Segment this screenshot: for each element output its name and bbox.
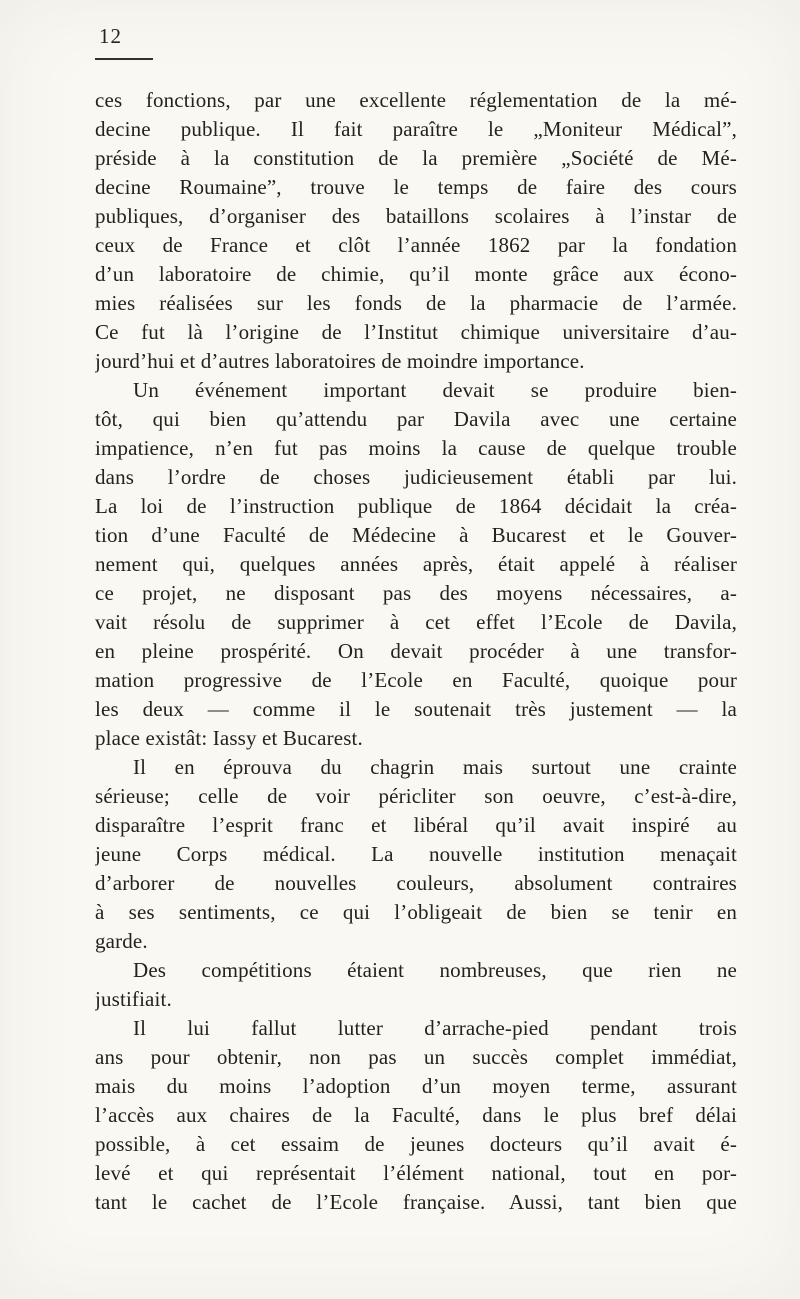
text-line: l’accès aux chaires de la Faculté, dans le plus bref délai [95, 1103, 737, 1127]
text-line: justifiait. [95, 987, 172, 1011]
text-line: La loi de l’instruction publique de 1864 décidait la créa- [95, 494, 737, 518]
text-line: mais du moins l’adoption d’un moyen terme, assurant [95, 1074, 737, 1098]
text-line: dans l’ordre de choses judicieusement établi par lui. [95, 465, 737, 489]
text-line: les deux — comme il le soutenait très justement — la [95, 697, 737, 721]
text-line: mies réalisées sur les fonds de la pharmacie de l’armée. [95, 291, 737, 315]
text-line: Il lui fallut lutter d’arrache-pied pendant trois [133, 1016, 737, 1040]
text-line: Il en éprouva du chagrin mais surtout une crainte [133, 755, 737, 779]
text-line: tant le cachet de l’Ecole française. Aussi, tant bien que [95, 1190, 737, 1214]
text-line: à ses sentiments, ce qui l’obligeait de bien se tenir en [95, 900, 737, 924]
text-line: préside à la constitution de la première „Société de Mé- [95, 146, 737, 170]
text-line: vait résolu de supprimer à cet effet l’Ecole de Davila, [95, 610, 737, 634]
text-line: ceux de France et clôt l’année 1862 par la fondation [95, 233, 737, 257]
text-line: d’un laboratoire de chimie, qu’il monte grâce aux écono- [95, 262, 737, 286]
paragraph [95, 86, 737, 376]
text-line: ans pour obtenir, non pas un succès complet immédiat, [95, 1045, 737, 1069]
page-number: 12 [99, 24, 122, 48]
page-number-rule [95, 58, 153, 60]
text-line: decine publique. Il fait paraître le „Moniteur Médical”, [95, 117, 737, 141]
text-line: jourd’hui et d’autres laboratoires de moindre importance. [95, 349, 585, 373]
text-line: disparaître l’esprit franc et libéral qu’il avait inspiré au [95, 813, 737, 837]
text-line: garde. [95, 929, 148, 953]
text-line: d’arborer de nouvelles couleurs, absolument contraires [95, 871, 737, 895]
text-line: nement qui, quelques années après, était appelé à réaliser [95, 552, 737, 576]
text-line: mation progressive de l’Ecole en Faculté, quoique pour [95, 668, 737, 692]
text-line: possible, à cet essaim de jeunes docteurs qu’il avait é- [95, 1132, 737, 1156]
text-line: tôt, qui bien qu’attendu par Davila avec une certaine [95, 407, 737, 431]
text-line: ces fonctions, par une excellente réglementation de la mé- [95, 88, 737, 112]
paragraph [95, 376, 737, 753]
text-line: en pleine prospérité. On devait procéder à une transfor- [95, 639, 737, 663]
text-line: place existât: Iassy et Bucarest. [95, 726, 363, 750]
page-text [95, 86, 737, 1217]
text-line: Des compétitions étaient nombreuses, que rien ne [133, 958, 737, 982]
text-line: decine Roumaine”, trouve le temps de faire des cours [95, 175, 737, 199]
paragraph [95, 956, 737, 1014]
text-line: Un événement important devait se produire bien- [133, 378, 737, 402]
text-line: impatience, n’en fut pas moins la cause de quelque trouble [95, 436, 737, 460]
text-line: levé et qui représentait l’élément national, tout en por- [95, 1161, 737, 1185]
text-line: jeune Corps médical. La nouvelle institution menaçait [95, 842, 737, 866]
text-line: Ce fut là l’origine de l’Institut chimique universitaire d’au- [95, 320, 737, 344]
text-line: publiques, d’organiser des bataillons scolaires à l’instar de [95, 204, 737, 228]
text-line: tion d’une Faculté de Médecine à Bucarest et le Gouver- [95, 523, 737, 547]
text-line: ce projet, ne disposant pas des moyens nécessaires, a- [95, 581, 737, 605]
paragraph [95, 753, 737, 956]
paragraph [95, 1014, 737, 1217]
text-line: sérieuse; celle de voir péricliter son oeuvre, c’est-à-dire, [95, 784, 737, 808]
